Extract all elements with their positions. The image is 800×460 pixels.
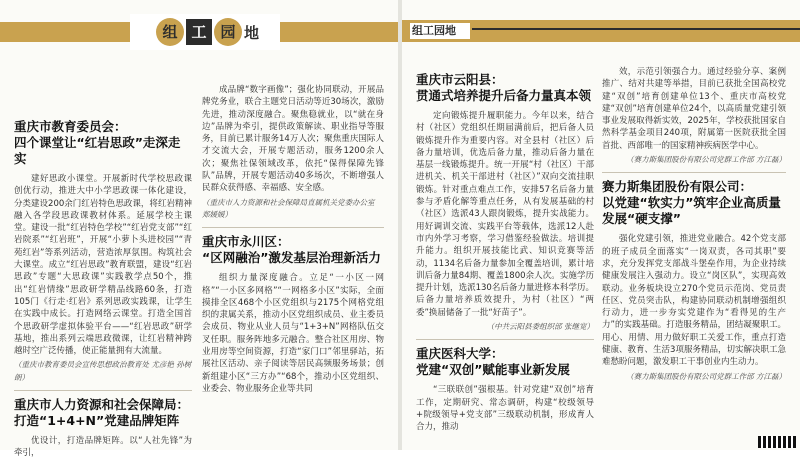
- article-title: 重庆市人力资源和社会保障局：: [14, 397, 190, 413]
- article-title: 重庆市教育委员会：: [14, 119, 127, 134]
- article-title: 重庆医科大学：: [416, 346, 504, 362]
- article-credit: （赛力斯集团股份有限公司党群工作部 方江磊）: [626, 371, 786, 381]
- article-subtitle: 党建“双创”赋能事业新发展: [416, 362, 570, 378]
- article-body: 定向锻炼提升履职能力。今年以来，结合村（社区）党组织任期届满前后，把后备人员锻炼提升作为重要内容。对全县村（社区）后备力量培训，优选后备力量，推动后备力量在基层一线锻炼提升。统一开展“村（社区）干部进机关、机关干部进村（社区）”双向交流挂职锻炼。针对重点难点工作，安排57名后备力量参与矛盾化解等重点任务，从有发展基础的村（社区）选派43人跟岗锻炼，提升实战能力。用好调训交流、实践平台等载体，选派12人赴市内外学习考察，学习借鉴经验做法。培训提升能力。组织开展技能比武、知识竞赛等活动，1134名后备力量参加全覆盖培训，累计培训后备力量84期、覆盖1800余人次。实施学历提升计划，选派130名后备力量进修本科学历。后备力量培养质效提升，为村（社区）“两委”换届储备了一批“好苗子”。: [416, 111, 594, 318]
- article-subtitle: “区网融治”激发基层治理新活力: [202, 250, 381, 266]
- header-char-3: 园: [214, 18, 242, 46]
- right-column-1: [416, 72, 594, 434]
- header-band: [402, 20, 800, 42]
- section-header-label: 组工园地: [412, 24, 456, 37]
- article-credit: （重庆市人力资源和社会保障局直属机关党委办公室 郑媛媛）: [202, 197, 375, 219]
- left-column-2: [202, 84, 384, 395]
- article-body: 强化党建引领，推进党业融合。42个党支部的班子成员全面落实“一岗双责，各司其职”要求，充分发挥党支部战斗堡垒作用，为企业持续健康发展注入强动力。设立“岗区队”，实现高效联动。业务板块设立270个党员示范岗、党员责任区、党员突击队，构建协同联动机制增强组织行动力，进一步夯实党建作为“看得见的生产力”的实践基础。打造服务精品，团结凝聚职工。用心、用情、用力做好职工关爱工作，重点打造健康、教育、生活3项服务精品，切实解决职工急难愁盼问题，激发职工干事创业内生动力。: [602, 234, 786, 368]
- article-subtitle: 打造“1+4+N”党建品牌矩阵: [14, 413, 180, 429]
- article-credit: （中共云阳县委组织部 张继宽）: [486, 322, 594, 332]
- article-subtitle: 四个课堂让“红岩思政”走深走实: [14, 135, 181, 166]
- article-body: 效，示范引领强合力。通过经验分享、案例推广、结对共建等举措，目前已获批全国高校党建“双创”培育创建单位13个、重庆市高校党建“双创”培育创建单位24个，以高质量党建引领事业发展取得新实效，2025年，学校获批国家自然科学基金项目240项，附属第一医院获批全国首批、西部唯一的国家精神疾病医学中心。: [602, 67, 786, 151]
- divider: [202, 227, 384, 228]
- article-body: 组织力量深度融合。立足“一小区一网格”“一小区多网格”“一网格多小区”实际，全面摸排全区468个小区党组织与2175个网格党组织的隶属关系，推动小区党组织成员、业主委员会成员、物业从业人员与“1+3+N”网格队伍交叉任职。服务阵地多元融合。整合社区用房、物业用房等空间资源，打造“家门口”邻里驿站，拓展社区活动、亲子阅读等居民高频服务场景；创新组建小区“三方办”“68个，推动小区党组织、业委会、物业服务企业等共同: [202, 273, 384, 394]
- article-title: 赛力斯集团股份有限公司：: [602, 179, 753, 195]
- article-subtitle: 贯通式培养提升后备力量真本领: [416, 88, 592, 103]
- section-header-tab: [130, 14, 280, 50]
- article-title: 重庆市永川区：: [202, 234, 290, 250]
- divider: [14, 390, 192, 391]
- article-title: 重庆市云阳县：: [416, 72, 504, 87]
- right-column-2: [602, 66, 786, 383]
- article-body: 建好思政小课堂。开展新时代学校思政课创优行动，推进大中小学思政课一体化建设，分类建设200余门红岩特色思政课，将红岩精神融入各学段思政课教材体系。延展学校主课堂。建设一批“红岩特色学校”“红岩党支部”“红岩院系”“红岩班”，开展“小萝卜头进校园”“青苑红岩”等系列活动，营造浓厚氛围。构筑社会大课堂。成立“红岩思政”教育联盟，建设“红岩思政”专题“大思政课”实践教学点50个，推出“红岩情缘”思政研学精品线路60条，打造105门《行走·红岩》系列思政实践课，让学生在实践中成长。打造网络云课堂。打造全国首个思政研学虚拟体验平台——“红岩思政”研学基地，推出系列云端思政微课，让红岩精神跨越时空广泛传播，使正能量拥有大流量。: [14, 174, 192, 357]
- article-body: “三联联创”强根基。针对党建“双创”培育工作，定期研究、常态调研，构建“校级领导+院级领导+党支部”三级联动机制，形成育人合力，推动: [416, 385, 594, 433]
- article-body: 成品牌“数字画像”；强化协同联动，开展品牌党务业，联合主题党日活动等近30场次，激励先进，推动深度融合。聚焦稳就业，以“就在身边”品牌为牵引，提供政策解读、职业指导等服务，目前已累计服务14万人次；聚焦重庆国际人才交流大会，开展专题活动，服务1200余人次；聚焦社保领域改革，依托“保得保障先锋队”品牌，开展专题活动40多场次，不断增强人民群众获得感、幸福感、安全感。: [202, 85, 384, 194]
- left-page: [0, 0, 398, 459]
- right-page: [402, 0, 800, 450]
- section-header-title: [148, 18, 267, 46]
- divider: [602, 172, 786, 173]
- barcode-icon: [758, 436, 796, 448]
- header-char-1: 组: [156, 18, 184, 46]
- divider: [416, 339, 594, 340]
- article-body: 优设计，打造品牌矩阵。以“人社先锋”为牵引，: [14, 436, 192, 459]
- article-credit: （赛力斯集团股份有限公司党群工作部 方江磊）: [626, 155, 786, 165]
- article-subtitle: 以党建“软实力”筑牢企业高质量发展“硬支撑”: [602, 195, 781, 227]
- article-credit: （重庆市教育委员会宣传思想政治教育处 尤彦艳 孙树朗）: [14, 360, 192, 382]
- header-char-2: 工: [186, 19, 212, 45]
- header-char-4: 地: [244, 23, 260, 42]
- left-column-1: [14, 55, 192, 460]
